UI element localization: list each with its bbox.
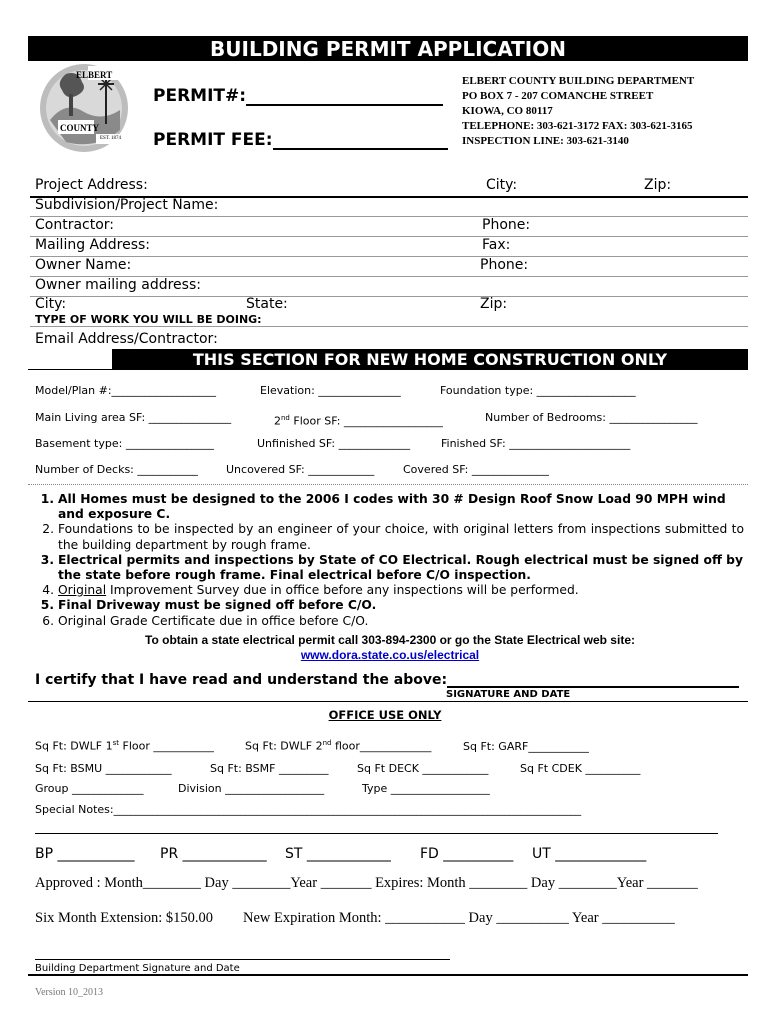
covered-sf-field[interactable]: Covered SF: ______________ — [403, 463, 549, 476]
unfinished-sf-field[interactable]: Unfinished SF: _____________ — [257, 437, 411, 450]
owner-mailing-label: Owner mailing address: — [35, 277, 201, 293]
state-label: State: — [246, 296, 288, 312]
new-home-banner — [112, 349, 748, 370]
special-notes-field[interactable]: Special Notes:_____________________________________________________________________________________ — [35, 803, 582, 816]
bsmf-field[interactable]: Sq Ft: BSMF _________ — [210, 762, 329, 775]
special-notes-line[interactable] — [35, 833, 718, 834]
subdivision-label: Subdivision/Project Name: — [35, 197, 219, 213]
footer-rule — [28, 974, 748, 976]
logo-text-bottom: COUNTY — [60, 123, 100, 133]
certify-text: I certify that I have read and understand the above: — [35, 672, 448, 688]
new-expiration-row[interactable]: New Expiration Month: ___________ Day __________ Year __________ — [243, 910, 675, 926]
list-item: 2. Foundations to be inspected by an engineer of your choice, with original letters from inspections submitted to the building department by rough frame. — [42, 522, 744, 552]
permit-fee-label: PERMIT FEE: — [153, 130, 273, 150]
elevation-field[interactable]: Elevation: _______________ — [260, 384, 401, 397]
dotted-divider — [28, 484, 748, 485]
list-item: 4. Original Improvement Survey due in office before any inspections will be performed. — [42, 583, 579, 598]
signature-label: SIGNATURE AND DATE — [446, 689, 571, 700]
ut-field[interactable]: UT _____________ — [532, 846, 647, 862]
row-subdivision[interactable] — [30, 196, 748, 217]
second-floor-line: Floor SF: __________________ — [289, 414, 443, 428]
certify-statement — [35, 672, 739, 688]
dept-line: TELEPHONE: 303-621-3172 FAX: 303-621-3165 — [462, 120, 693, 132]
row-project-address[interactable] — [30, 176, 748, 198]
electrical-permit-note: To obtain a state electrical permit call 303-894-2300 or go the State Electrical web site: — [145, 633, 635, 647]
st-field[interactable]: ST ____________ — [285, 846, 391, 862]
city-label: City: — [486, 177, 518, 193]
version-label: Version 10_2013 — [35, 987, 104, 998]
page-title: BUILDING PERMIT APPLICATION — [210, 37, 566, 61]
row-owner-name[interactable] — [30, 256, 748, 277]
row-owner-mailing[interactable] — [30, 276, 748, 297]
cdek-field[interactable]: Sq Ft CDEK __________ — [520, 762, 641, 775]
electrical-link[interactable]: www.dora.state.co.us/electrical — [300, 648, 480, 662]
foundation-field[interactable]: Foundation type: __________________ — [440, 384, 636, 397]
permit-number-field[interactable] — [246, 86, 443, 106]
second-floor-sup: nd — [281, 414, 290, 422]
bp-field[interactable]: BP ___________ — [35, 846, 135, 862]
dept-line: PO BOX 7 - 207 COMANCHE STREET — [462, 90, 654, 102]
signature-field[interactable] — [447, 672, 739, 688]
division-field[interactable]: Division __________________ — [178, 782, 325, 795]
bsmu-field[interactable]: Sq Ft: BSMU ____________ — [35, 762, 172, 775]
list-item: 6. Original Grade Certificate due in office before C/O. — [42, 613, 369, 628]
row-contractor[interactable] — [30, 216, 748, 237]
project-address-label: Project Address: — [35, 177, 148, 193]
contractor-label: Contractor: — [35, 217, 115, 233]
model-plan-field[interactable]: Model/Plan #:___________________ — [35, 384, 217, 397]
dwlf-1st-field[interactable]: Sq Ft: DWLF 1st Floor ___________ — [35, 739, 214, 753]
dept-signature-line[interactable] — [35, 959, 450, 960]
logo-est: EST. 1874 — [100, 136, 122, 141]
uncovered-sf-field[interactable]: Uncovered SF: ____________ — [226, 463, 375, 476]
list-item: 1. All Homes must be designed to the 2006 I codes with 30 # Design Roof Snow Load 90 MPH wind and exposure C. — [40, 492, 726, 522]
zip-label: Zip: — [644, 177, 672, 193]
office-use-title: OFFICE USE ONLY — [328, 708, 442, 722]
permit-fee — [153, 130, 448, 150]
new-home-title: THIS SECTION FOR NEW HOME CONSTRUCTION ONLY — [192, 350, 668, 369]
finished-sf-field[interactable]: Finished SF: ______________________ — [441, 437, 631, 450]
type-of-work-label: TYPE OF WORK YOU WILL BE DOING: — [35, 313, 262, 326]
approved-expires-row[interactable]: Approved : Month________ Day ________Year _______ Expires: Month ________ Day ________Year _______ — [35, 875, 698, 891]
owner-phone-label: Phone: — [480, 257, 529, 273]
city2-label: City: — [35, 296, 67, 312]
basement-type-field[interactable]: Basement type: ________________ — [35, 437, 214, 450]
row-email[interactable] — [30, 330, 748, 350]
second-floor-field[interactable] — [274, 411, 443, 429]
county-logo — [36, 60, 132, 156]
dwlf-2nd-field[interactable]: Sq Ft: DWLF 2nd floor_____________ — [245, 739, 432, 753]
list-item: 5. Final Driveway must be signed off before C/O. — [40, 598, 377, 613]
type-field[interactable]: Type __________________ — [362, 782, 490, 795]
dept-line: ELBERT COUNTY BUILDING DEPARTMENT — [462, 75, 695, 87]
owner-name-label: Owner Name: — [35, 257, 132, 273]
row-mailing-address[interactable] — [30, 236, 748, 257]
zip2-label: Zip: — [480, 296, 508, 312]
group-field[interactable]: Group _____________ — [35, 782, 144, 795]
row-type-of-work[interactable] — [30, 312, 748, 327]
six-month-extension: Six Month Extension: $150.00 — [35, 910, 214, 926]
second-floor-label: 2 — [274, 414, 281, 428]
garf-field[interactable]: Sq Ft: GARF___________ — [463, 740, 589, 753]
title-banner — [28, 36, 748, 61]
decks-field[interactable]: Number of Decks: ___________ — [35, 463, 198, 476]
department-info — [462, 74, 694, 149]
requirements-list — [34, 492, 744, 629]
divider — [28, 369, 112, 370]
pr-field[interactable]: PR ____________ — [160, 846, 267, 862]
deck-field[interactable]: Sq Ft DECK ____________ — [357, 762, 489, 775]
permit-fee-field[interactable] — [273, 130, 448, 150]
dept-signature-label: Building Department Signature and Date — [35, 963, 240, 974]
bedrooms-field[interactable]: Number of Bedrooms: ________________ — [485, 411, 698, 424]
logo-text-top: ELBERT — [76, 70, 113, 80]
list-item: 3. Electrical permits and inspections by State of CO Electrical. Rough electrical must be signed off by the state before rough frame. Final electrical before C/O inspection. — [40, 552, 744, 583]
divider — [28, 701, 748, 702]
main-living-field[interactable]: Main Living area SF: _______________ — [35, 411, 232, 424]
permit-number — [153, 86, 443, 106]
dept-line: KIOWA, CO 80117 — [462, 105, 553, 117]
permit-number-label: PERMIT#: — [153, 86, 247, 106]
dept-line: INSPECTION LINE: 303-621-3140 — [462, 135, 629, 147]
fax-label: Fax: — [482, 237, 511, 253]
contractor-phone-label: Phone: — [482, 217, 531, 233]
mailing-address-label: Mailing Address: — [35, 237, 151, 253]
email-label: Email Address/Contractor: — [35, 331, 218, 347]
fd-field[interactable]: FD __________ — [420, 846, 514, 862]
